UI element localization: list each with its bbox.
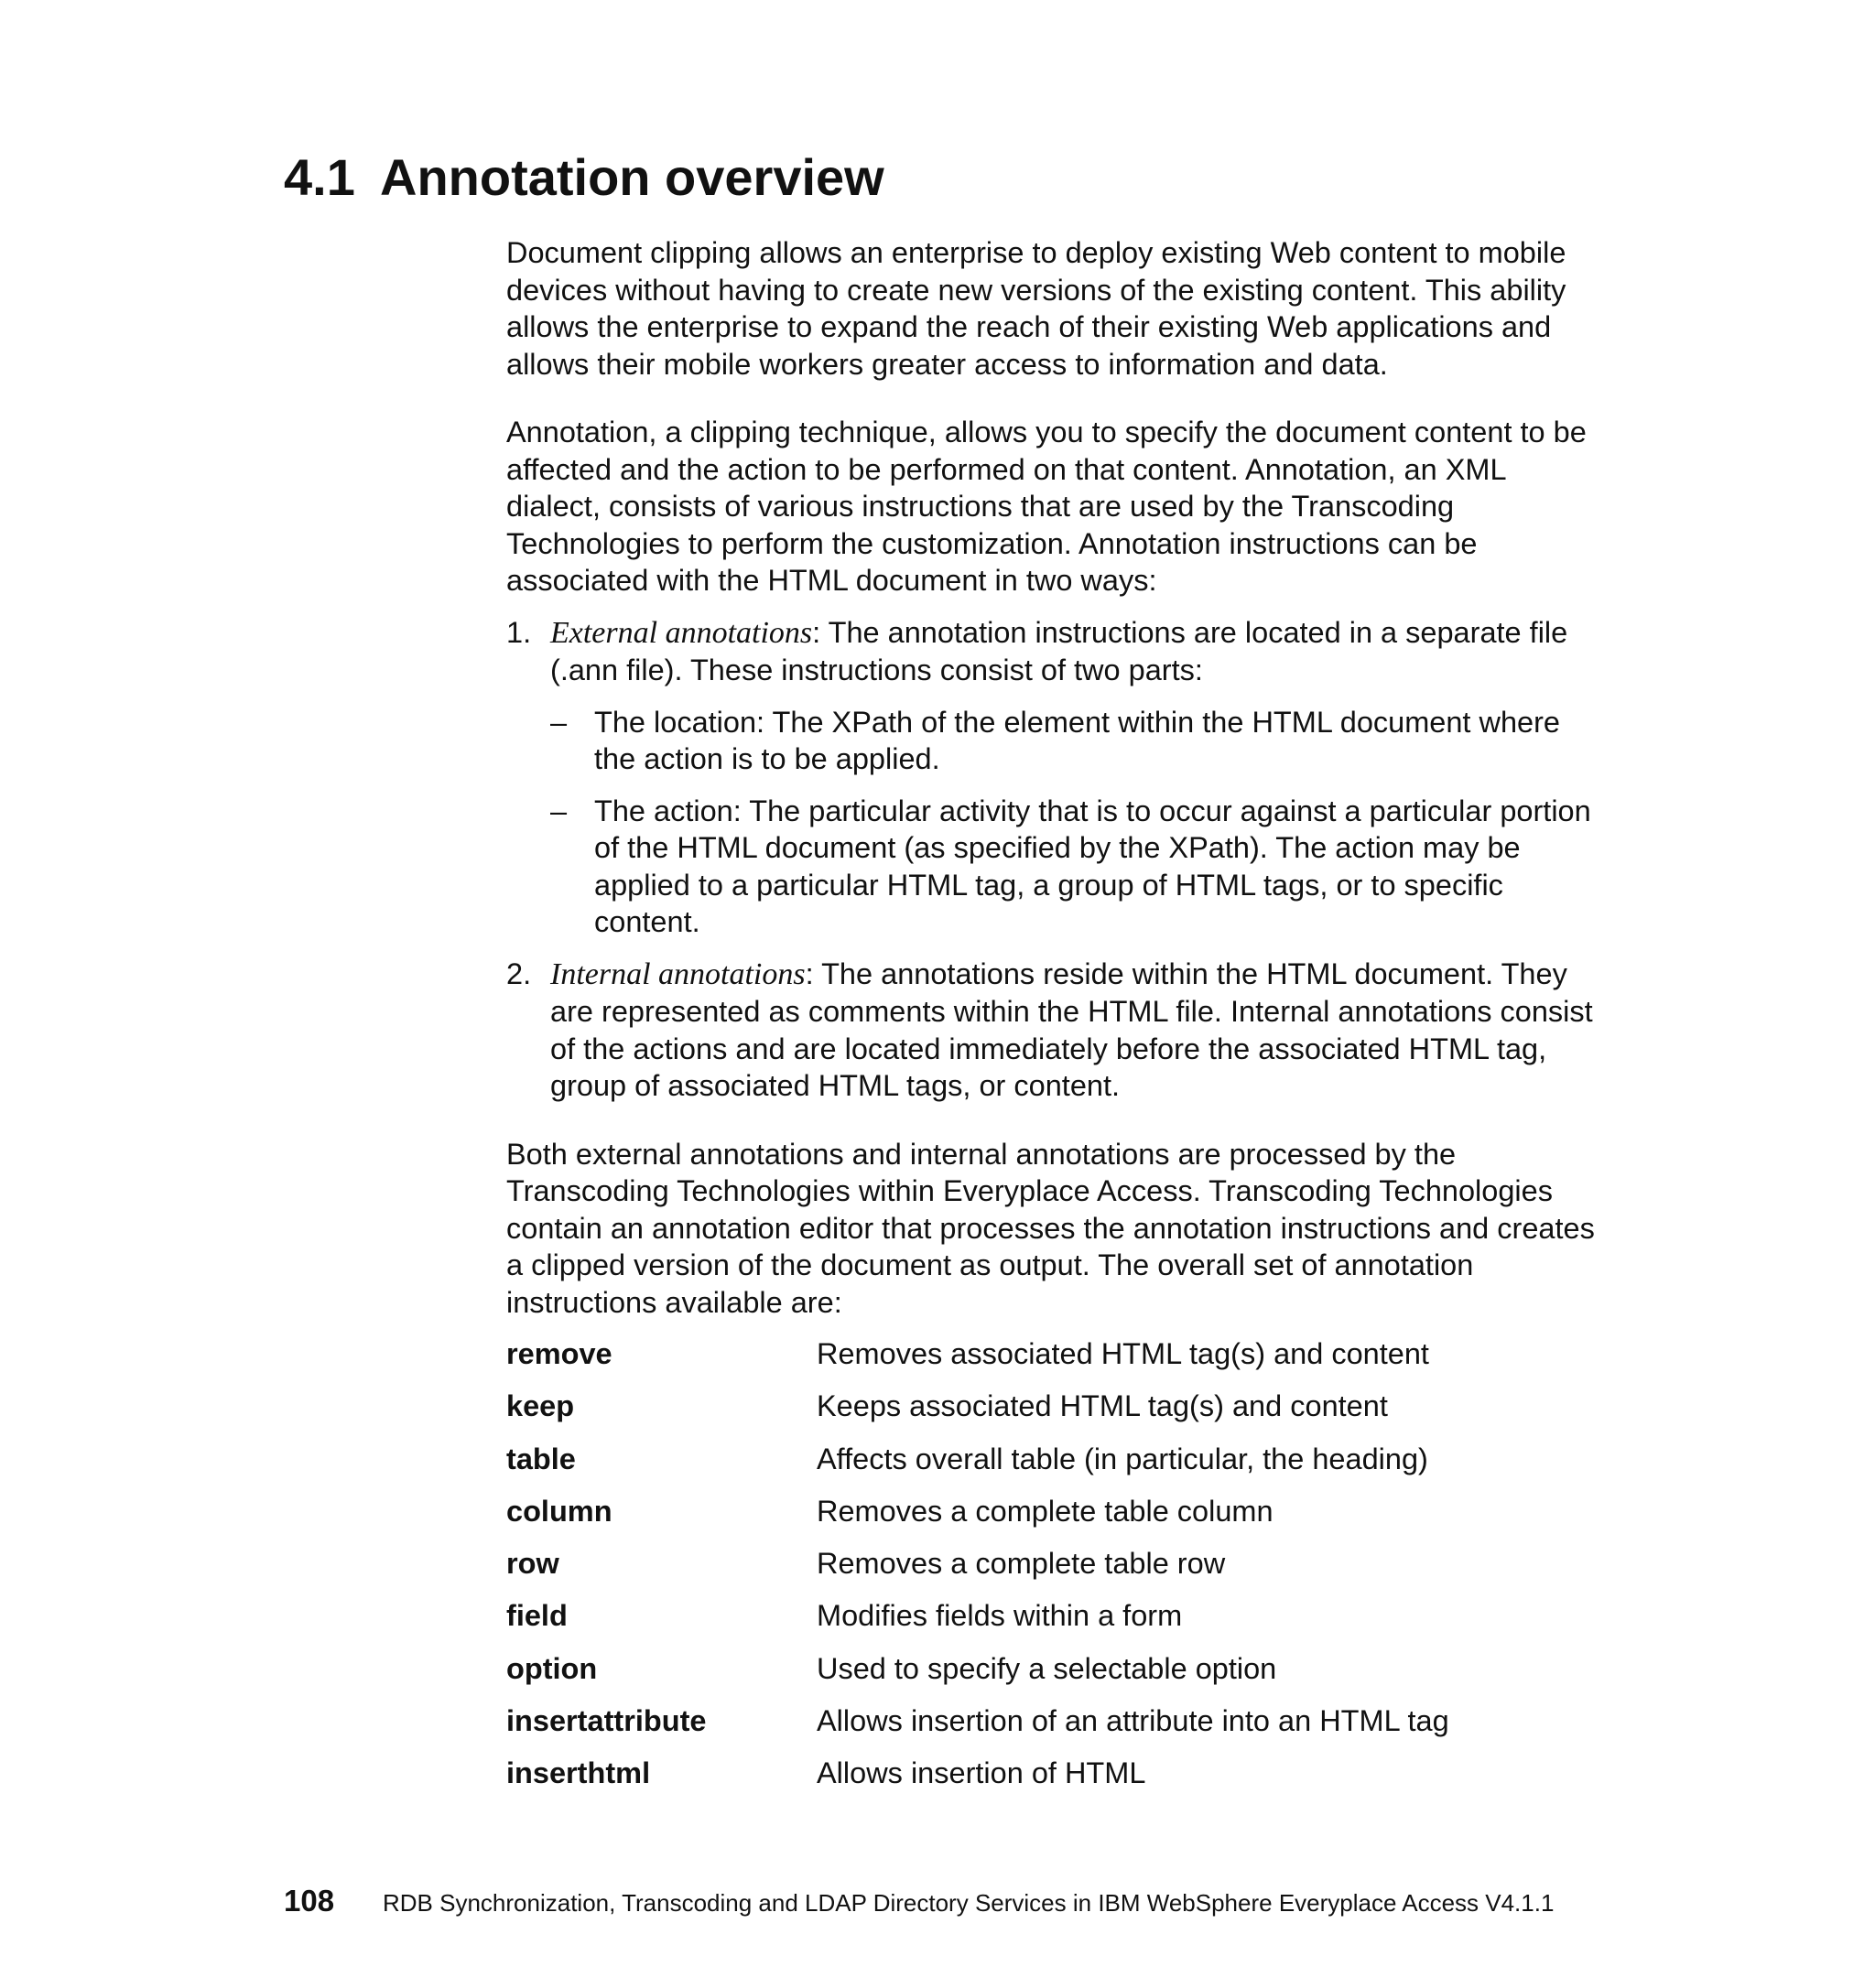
paragraph-intro: Document clipping allows an enterprise to deploy existing Web content to mobile devices without having to create new versions of the existing content. This ability allows the enterprise to expand the reach of their existing Web applications and allows their mobile workers greater access to information and data. (506, 236, 1566, 381)
instruction-desc: Removes associated HTML tag(s) and content (817, 1337, 1429, 1370)
instruction-name: inserthtml (506, 1756, 651, 1790)
instruction-desc: Removes a complete table column (817, 1494, 1273, 1528)
body-content (506, 234, 1605, 1808)
dash-marker: – (550, 794, 568, 827)
instruction-desc: Allows insertion of an attribute into an HTML tag (817, 1704, 1449, 1738)
instruction-desc: Allows insertion of HTML (817, 1756, 1146, 1790)
dash-marker: – (550, 705, 568, 739)
list-text: : The annotations reside within the HTML document. They are represented as comments within the HTML file. Internal annotations consist of the actions and are located immediately before the associated HTML tag, group of associated HTML tags, or content. (550, 956, 1593, 1102)
sub-item-location (550, 704, 1605, 778)
instruction-name: field (506, 1599, 568, 1633)
section-number: 4.1 (284, 148, 355, 206)
list-marker: 1. (506, 615, 532, 649)
instruction-name: column (506, 1494, 612, 1528)
list-term: Internal annotations (550, 956, 806, 991)
instruction-name: insertattribute (506, 1704, 707, 1738)
paragraph-annotation: Annotation, a clipping technique, allows you to specify the document content to be affected and the action to be performed on that content. Annotation, an XML dialect, consists of various instructions that are used by the Transcoding Technologies to perform the customization. Annotation instructions can be associated with the HTML document in two ways: (506, 416, 1587, 597)
instruction-name: table (506, 1442, 576, 1475)
instruction-desc: Keeps associated HTML tag(s) and content (817, 1389, 1388, 1423)
sub-item-text: The location: The XPath of the element within the HTML document where the action is to be applied. (594, 705, 1561, 775)
instruction-name: keep (506, 1389, 575, 1423)
page-number: 108 (284, 1884, 335, 1918)
list-item-internal (506, 956, 1605, 1105)
annotation-types-list (506, 614, 1605, 1105)
table-row (506, 1755, 1605, 1807)
page-footer (284, 1885, 1554, 1918)
section-title: Annotation overview (380, 148, 884, 206)
list-text: : The annotation instructions are located in a separate file (.ann file). These instructions consist of two parts: (550, 615, 1568, 686)
table-row (506, 1335, 1605, 1388)
sub-item-action (550, 793, 1605, 941)
paragraph-processing: Both external annotations and internal annotations are processed by the Transcoding Technologies within Everyplace Access. Transcoding Technologies contain an annotation editor that processes the annotation instructions and creates a clipped version of the document as output. The overall set of annotation instructions available are: (506, 1137, 1595, 1319)
table-row (506, 1650, 1605, 1702)
external-parts-list (550, 704, 1605, 941)
instruction-name: row (506, 1547, 559, 1581)
sub-item-text: The action: The particular activity that is to occur against a particular portion of the HTML document (as specified by the XPath). The action may be applied to a particular HTML tag, a group of HTML tags, or to specific content. (594, 794, 1591, 938)
table-row (506, 1545, 1605, 1597)
table-row (506, 1441, 1605, 1493)
book-title: RDB Synchronization, Transcoding and LDAP Directory Services in IBM WebSphere Everyplace Access V4.1.1 (383, 1889, 1555, 1917)
section-heading (284, 145, 884, 211)
table-row (506, 1597, 1605, 1649)
instruction-name: remove (506, 1337, 612, 1370)
table-row (506, 1388, 1605, 1440)
instruction-desc: Affects overall table (in particular, the heading) (817, 1442, 1428, 1475)
instructions-table (506, 1335, 1605, 1808)
instruction-desc: Modifies fields within a form (817, 1599, 1183, 1633)
list-term: External annotations (550, 615, 813, 650)
instruction-name: option (506, 1651, 598, 1685)
table-row (506, 1702, 1605, 1755)
instruction-desc: Used to specify a selectable option (817, 1651, 1277, 1685)
list-item-external (506, 614, 1605, 941)
instruction-desc: Removes a complete table row (817, 1547, 1226, 1581)
table-row (506, 1493, 1605, 1545)
list-marker: 2. (506, 956, 532, 990)
